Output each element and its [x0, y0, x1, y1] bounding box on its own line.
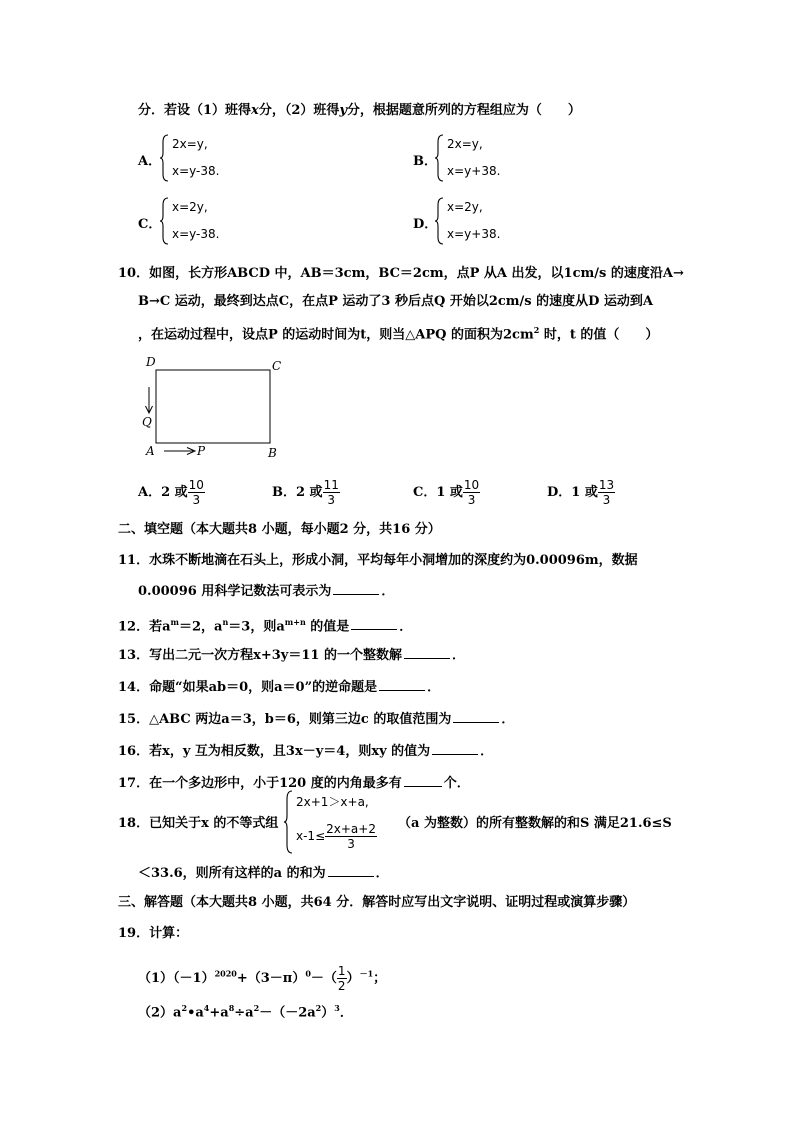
- answer-blank[interactable]: [404, 774, 442, 787]
- q9-option-b-label[interactable]: B．: [413, 154, 437, 169]
- label-q: Q: [142, 415, 152, 429]
- q18-suffix: （a 为整数）的所有整数解的和S 满足21.6≤S: [398, 816, 672, 831]
- answer-blank[interactable]: [333, 582, 379, 595]
- brace-icon: [160, 134, 170, 182]
- q18-line2: ＜33.6，则所有这样的a 的和为 ．: [138, 866, 389, 881]
- q9-option-b-system: [435, 134, 555, 184]
- rectangle-abcd: [156, 370, 270, 443]
- q10-option-b[interactable]: B．2 或 $\frac{11}{3}$: [272, 478, 339, 507]
- label-p: P: [197, 444, 206, 458]
- q10-option-d[interactable]: D．1 或 $\frac{13}{3}$: [547, 478, 615, 507]
- q18-inequality-system: [284, 790, 394, 856]
- q10-line3: ，在运动过程中，设点P 的运动时间为t，则当△APQ 的面积为$2cm^2$ 时，t 的值（ ）: [138, 325, 659, 343]
- rectangle-figure: [138, 355, 288, 465]
- answer-blank[interactable]: [432, 742, 478, 755]
- q19-title: 19．计算：: [118, 926, 189, 941]
- q9-option-c-label[interactable]: C．: [138, 217, 162, 232]
- brace-icon: [435, 134, 445, 182]
- q19-part2: $(2)a^2•a^4+a^8\div a^2-(-2a^2)^3$．: [138, 1003, 353, 1021]
- q9-a-eq2: x=y-38.: [172, 164, 220, 178]
- q9-a-eq1: 2x=y,: [172, 137, 208, 151]
- brace-icon: [435, 197, 445, 245]
- q9-c-eq1: x=2y,: [172, 200, 208, 214]
- rectangle-diagram: [138, 355, 288, 465]
- fraction: $\frac{13}{3}$: [598, 478, 615, 507]
- q17: 17．在一个多边形中，小于120 度的内角最多有 个．: [118, 776, 470, 791]
- brace-icon: [160, 197, 170, 245]
- label-a: A: [146, 444, 155, 458]
- q9-b-eq2: x=y+38.: [447, 164, 501, 178]
- label-d: D: [146, 355, 156, 369]
- q18-eq2: x-1≤ $\frac{2x+a+2}{3}$: [296, 822, 376, 851]
- answer-blank[interactable]: [379, 678, 425, 691]
- q9-option-d-system: [435, 197, 555, 247]
- q9-option-a-system: [160, 134, 280, 184]
- section-2-title: 二、填空题（本大题共8 小题，每小题2 分，共16 分）: [118, 522, 441, 537]
- q10-line1: 10．如图，长方形ABCD 中，AB＝3cm，BC＝2cm，点P 从A 出发，以1cm/s 的速度沿A→: [118, 266, 684, 281]
- q9-b-eq1: 2x=y,: [447, 137, 483, 151]
- q9-c-eq2: x=y-38.: [172, 227, 220, 241]
- q9-option-d-label[interactable]: D．: [413, 217, 438, 232]
- q19-part1: $(1)(-1)^{2020}+(3-\pi)^0-$（ $\frac{1}{2}$ ）$^{-1}$；: [138, 964, 387, 993]
- answer-blank[interactable]: [453, 710, 499, 723]
- answer-blank[interactable]: [351, 617, 397, 630]
- q15: 15．△ABC 两边a＝3，b＝6，则第三边c 的取值范围为 ．: [118, 712, 515, 727]
- label-b: B: [268, 446, 277, 460]
- q10-option-c[interactable]: C．1 或 $\frac{10}{3}$: [413, 478, 480, 507]
- fraction: $\frac{10}{3}$: [188, 478, 204, 507]
- answer-blank[interactable]: [404, 646, 450, 659]
- q11-line2: 0.00096 用科学记数法可表示为 ．: [138, 584, 395, 599]
- q11-line1: 11．水珠不断地滴在石头上，形成小洞，平均每年小洞增加的深度约为0.00096m，数据: [118, 553, 638, 568]
- q10-line2: B→C 运动，最终到达点C，在点P 运动了3 秒后点Q 开始以2cm/s 的速度从D 运动到A: [138, 294, 654, 309]
- q14: 14．命题“如果ab＝0，则a＝0”的逆命题是 ．: [118, 680, 441, 695]
- fraction: $\frac{11}{3}$: [323, 478, 339, 507]
- q12: 12．若$a^m=2$，$a^n=3$，则$a^{m+n}$ 的值是 ．: [118, 617, 413, 635]
- q9-d-eq2: x=y+38.: [447, 227, 501, 241]
- fraction: $\frac{1}{2}$: [337, 964, 346, 993]
- fraction: $\frac{2x+a+2}{3}$: [326, 822, 376, 851]
- q9-option-c-system: [160, 197, 280, 247]
- q18-eq1: 2x+1＞x+a,: [296, 795, 369, 809]
- q9-d-eq1: x=2y,: [447, 200, 483, 214]
- answer-blank[interactable]: [328, 864, 374, 877]
- fraction: $\frac{10}{3}$: [463, 478, 480, 507]
- q10-option-a[interactable]: A．2 或 $\frac{10}{3}$: [138, 478, 204, 507]
- q18-prefix: 18．已知关于x 的不等式组: [118, 816, 279, 831]
- q16: 16．若x，y 互为相反数，且3x－y＝4，则xy 的值为 ．: [118, 744, 494, 759]
- q9-option-a-label[interactable]: A．: [138, 154, 162, 169]
- label-c: C: [272, 359, 282, 373]
- q9-stem: 分．若设（1）班得x分，（2）班得y分，根据题意所列的方程组应为（ ）: [138, 103, 581, 118]
- brace-icon: [284, 790, 294, 854]
- q13: 13．写出二元一次方程x+3y＝11 的一个整数解 ．: [118, 648, 465, 663]
- section-3-title: 三、解答题（本大题共8 小题，共64 分．解答时应写出文字说明、证明过程或演算步骤）: [118, 895, 636, 910]
